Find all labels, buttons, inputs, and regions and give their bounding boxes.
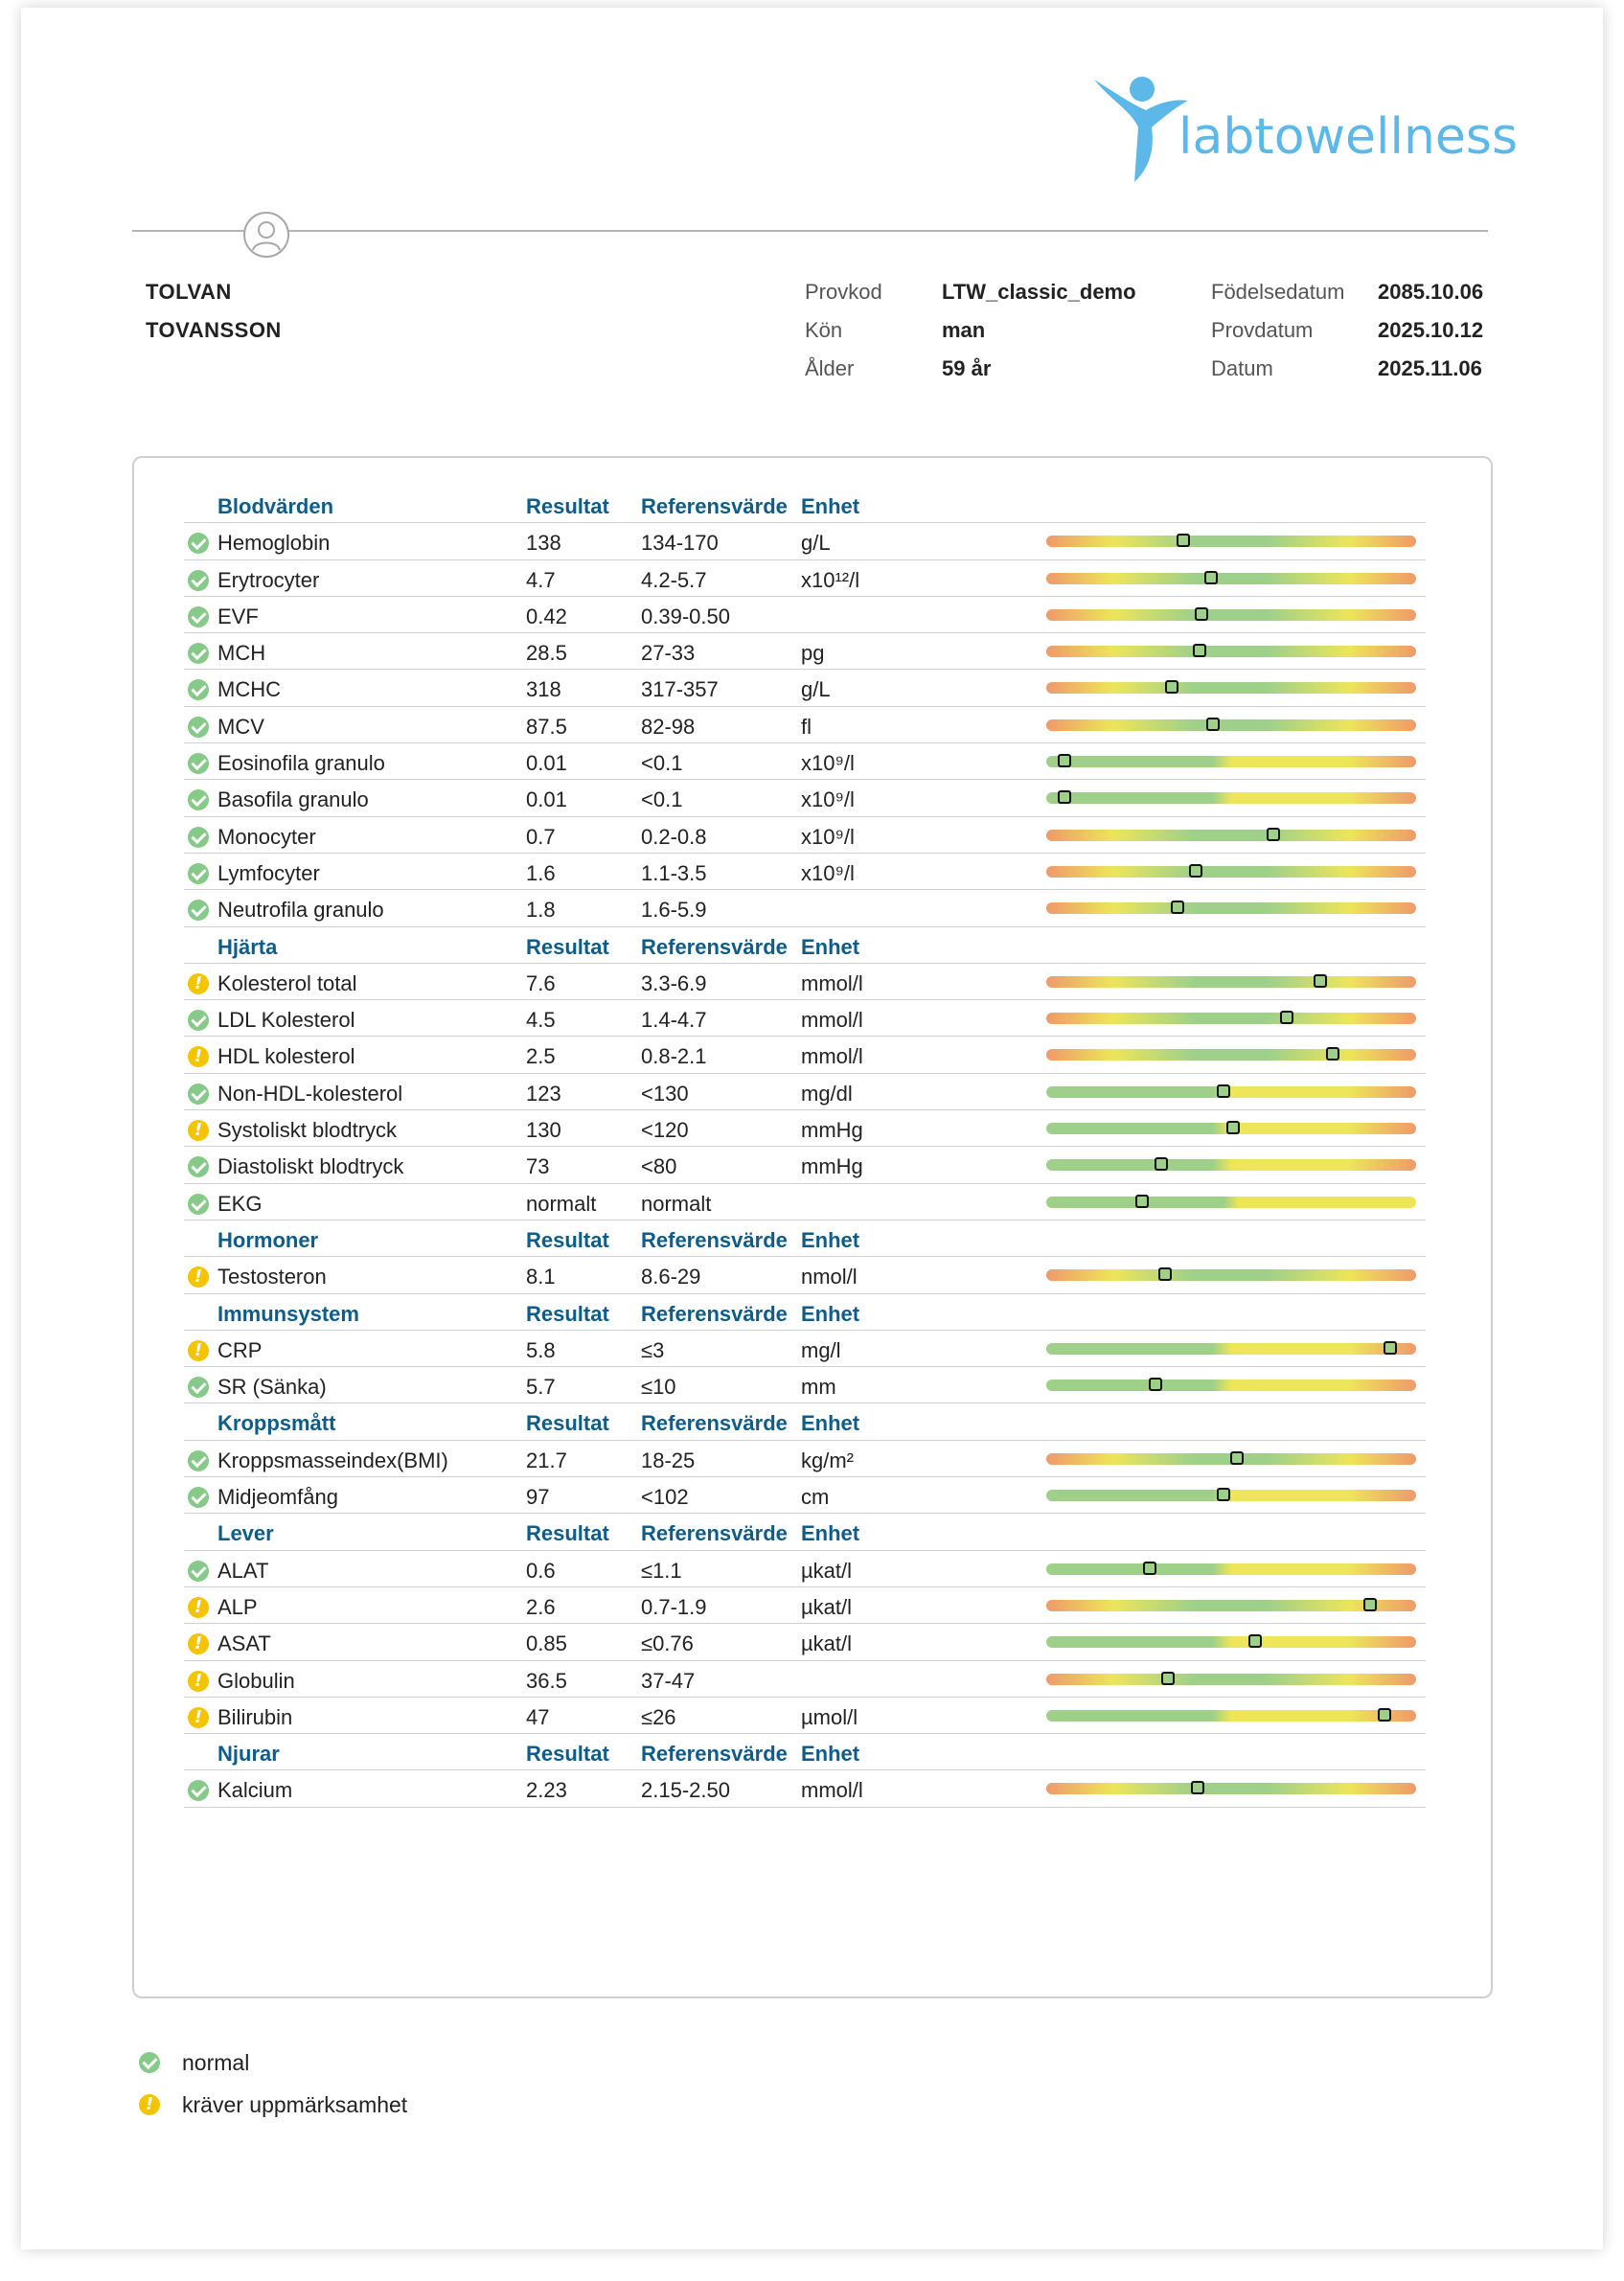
- range-bar: [1046, 1159, 1416, 1171]
- result-row: [184, 1698, 1426, 1734]
- cell-unit: nmol/l: [801, 1265, 858, 1289]
- cell-res: 21.7: [526, 1448, 567, 1472]
- cell-res: 2.6: [526, 1594, 556, 1619]
- result-row: [184, 560, 1426, 597]
- range-marker: [1155, 1157, 1168, 1171]
- cell-unit: x10⁹/l: [801, 860, 855, 885]
- cell-ref: 27-33: [641, 641, 696, 666]
- range-bar: [1046, 1269, 1416, 1281]
- range-marker: [1191, 1781, 1204, 1794]
- cell-name: Basofila granulo: [217, 787, 369, 812]
- cell-name: Erytrocyter: [217, 567, 320, 592]
- check-icon: [188, 863, 209, 884]
- check-icon: [188, 789, 209, 810]
- warning-icon: [188, 1671, 209, 1692]
- cell-unit: g/L: [801, 531, 831, 556]
- check-icon: [188, 1780, 209, 1801]
- cell-ref: 1.6-5.9: [641, 898, 707, 923]
- cell-unit: fl: [801, 714, 812, 739]
- range-bar: [1046, 682, 1416, 694]
- header-ref: Referensvärde: [641, 934, 788, 959]
- check-icon: [188, 1083, 209, 1105]
- check-icon: [188, 717, 209, 738]
- cell-res: 5.7: [526, 1375, 556, 1400]
- cell-unit: mmol/l: [801, 970, 863, 995]
- header-name: Lever: [217, 1521, 274, 1546]
- cell-ref: 317-357: [641, 677, 719, 702]
- result-row: [184, 817, 1426, 854]
- cell-ref: 0.7-1.9: [641, 1594, 707, 1619]
- cell-ref: ≤0.76: [641, 1631, 694, 1656]
- header-unit: Enhet: [801, 1742, 860, 1767]
- header-ref: Referensvärde: [641, 1742, 788, 1767]
- cell-res: 36.5: [526, 1668, 567, 1693]
- cell-unit: pg: [801, 641, 825, 666]
- info-label-alder: Ålder: [805, 356, 855, 380]
- section-header: [184, 1734, 1426, 1770]
- range-bar: [1046, 756, 1416, 767]
- range-marker: [1058, 790, 1071, 804]
- cell-name: Neutrofila granulo: [217, 898, 384, 923]
- cell-ref: <0.1: [641, 751, 683, 776]
- result-row: [184, 707, 1426, 743]
- cell-ref: ≤10: [641, 1375, 676, 1400]
- cell-name: Eosinofila granulo: [217, 751, 385, 776]
- cell-unit: mmHg: [801, 1154, 863, 1179]
- check-icon: [188, 827, 209, 848]
- header-ref: Referensvärde: [641, 1227, 788, 1252]
- range-marker: [1189, 864, 1202, 878]
- cell-ref: ≤3: [641, 1337, 665, 1362]
- cell-unit: mmol/l: [801, 1008, 863, 1033]
- cell-unit: µkat/l: [801, 1631, 853, 1656]
- cell-unit: kg/m²: [801, 1448, 854, 1472]
- cell-unit: mmol/l: [801, 1778, 863, 1803]
- result-row: [184, 1000, 1426, 1037]
- legend-normal-text: normal: [182, 2050, 250, 2075]
- range-bar: [1046, 646, 1416, 657]
- result-row: [184, 1257, 1426, 1293]
- cell-name: Kalcium: [217, 1778, 293, 1803]
- range-marker: [1384, 1341, 1397, 1355]
- range-marker: [1280, 1011, 1293, 1024]
- result-row: [184, 1037, 1426, 1073]
- check-icon: [188, 1450, 209, 1471]
- check-icon: [139, 2052, 160, 2073]
- check-icon: [188, 1010, 209, 1031]
- header-unit: Enhet: [801, 1521, 860, 1546]
- cell-res: 2.5: [526, 1044, 556, 1069]
- cell-res: 8.1: [526, 1265, 556, 1289]
- range-marker: [1177, 534, 1190, 547]
- warning-icon: [188, 1597, 209, 1618]
- info-value-datum: 2025.11.06: [1378, 356, 1482, 380]
- cell-ref: normalt: [641, 1191, 712, 1216]
- patient-first-name: TOLVAN: [146, 280, 232, 304]
- cell-unit: µkat/l: [801, 1594, 853, 1619]
- check-icon: [188, 1194, 209, 1215]
- cell-unit: x10⁹/l: [801, 751, 855, 776]
- range-marker: [1378, 1708, 1391, 1722]
- cell-res: 0.01: [526, 787, 567, 812]
- range-bar: [1046, 1783, 1416, 1794]
- range-bar: [1046, 1674, 1416, 1685]
- range-marker: [1135, 1195, 1149, 1208]
- cell-ref: 0.2-0.8: [641, 824, 707, 849]
- results-table: [184, 487, 1426, 1808]
- cell-name: CRP: [217, 1337, 263, 1362]
- cell-name: ALP: [217, 1594, 258, 1619]
- header-res: Resultat: [526, 1411, 609, 1436]
- range-marker: [1363, 1598, 1377, 1611]
- check-icon: [188, 679, 209, 700]
- range-marker: [1161, 1672, 1175, 1685]
- check-icon: [188, 570, 209, 591]
- check-icon: [188, 1487, 209, 1508]
- range-marker: [1230, 1451, 1244, 1465]
- info-label-fodelsedatum: Födelsedatum: [1211, 280, 1345, 304]
- cell-res: 130: [526, 1118, 561, 1143]
- cell-res: 1.6: [526, 860, 556, 885]
- check-icon: [188, 1377, 209, 1398]
- cell-res: 5.8: [526, 1337, 556, 1362]
- range-marker: [1226, 1121, 1240, 1134]
- header-ref: Referensvärde: [641, 1301, 788, 1326]
- cell-res: 4.7: [526, 567, 556, 592]
- range-bar: [1046, 902, 1416, 914]
- range-bar: [1046, 1636, 1416, 1648]
- result-row: [184, 633, 1426, 670]
- range-bar: [1046, 1013, 1416, 1024]
- result-row: [184, 523, 1426, 559]
- header-ref: Referensvärde: [641, 1521, 788, 1546]
- cell-name: Kolesterol total: [217, 970, 357, 995]
- cell-name: EVF: [217, 604, 259, 628]
- range-bar: [1046, 719, 1416, 731]
- cell-ref: 18-25: [641, 1448, 696, 1472]
- result-row: [184, 1587, 1426, 1624]
- header-ref: Referensvärde: [641, 494, 788, 518]
- cell-unit: mmHg: [801, 1118, 863, 1143]
- range-bar: [1046, 609, 1416, 621]
- warning-icon: [188, 1707, 209, 1728]
- cell-ref: 0.39-0.50: [641, 604, 730, 628]
- warning-icon: [139, 2094, 160, 2115]
- range-marker: [1193, 644, 1206, 657]
- header-name: Njurar: [217, 1742, 280, 1767]
- cell-res: 97: [526, 1485, 550, 1510]
- section-header: [184, 1514, 1426, 1550]
- cell-name: SR (Sänka): [217, 1375, 327, 1400]
- cell-ref: 37-47: [641, 1668, 696, 1693]
- warning-icon: [188, 1340, 209, 1361]
- cell-ref: <80: [641, 1154, 677, 1179]
- cell-res: 28.5: [526, 641, 567, 666]
- info-value-alder: 59 år: [942, 356, 992, 380]
- cell-unit: g/L: [801, 677, 831, 702]
- range-bar: [1046, 1453, 1416, 1465]
- range-bar: [1046, 830, 1416, 841]
- cell-unit: µmol/l: [801, 1704, 858, 1729]
- header-res: Resultat: [526, 934, 609, 959]
- header-unit: Enhet: [801, 494, 860, 518]
- cell-res: 123: [526, 1081, 561, 1106]
- cell-name: MCH: [217, 641, 266, 666]
- cell-ref: <130: [641, 1081, 689, 1106]
- result-row: [184, 1074, 1426, 1110]
- check-icon: [188, 1561, 209, 1582]
- range-marker: [1314, 974, 1327, 988]
- header-name: Kroppsmått: [217, 1411, 336, 1436]
- cell-name: Monocyter: [217, 824, 316, 849]
- cell-name: Midjeomfång: [217, 1485, 338, 1510]
- result-row: [184, 1110, 1426, 1147]
- cell-ref: 1.1-3.5: [641, 860, 707, 885]
- range-bar: [1046, 792, 1416, 804]
- cell-name: Bilirubin: [217, 1704, 293, 1729]
- warning-icon: [188, 1633, 209, 1654]
- check-icon: [188, 643, 209, 664]
- cell-res: 138: [526, 531, 561, 556]
- cell-name: ASAT: [217, 1631, 271, 1656]
- range-marker: [1195, 607, 1208, 621]
- result-row: [184, 1551, 1426, 1587]
- avatar-glyph: [245, 214, 287, 256]
- check-icon: [188, 606, 209, 627]
- cell-name: HDL kolesterol: [217, 1044, 355, 1069]
- cell-ref: ≤26: [641, 1704, 676, 1729]
- cell-name: Globulin: [217, 1668, 295, 1693]
- warning-icon: [188, 973, 209, 994]
- result-row: [184, 854, 1426, 890]
- cell-name: Diastoliskt blodtryck: [217, 1154, 404, 1179]
- range-marker: [1248, 1634, 1262, 1648]
- range-bar: [1046, 1343, 1416, 1355]
- range-marker: [1143, 1562, 1156, 1575]
- header-unit: Enhet: [801, 1301, 860, 1326]
- cell-res: 0.01: [526, 751, 567, 776]
- cell-name: MCV: [217, 714, 264, 739]
- cell-res: 0.85: [526, 1631, 567, 1656]
- range-marker: [1267, 828, 1280, 841]
- info-label-datum: Datum: [1211, 356, 1273, 380]
- header-res: Resultat: [526, 1227, 609, 1252]
- range-bar: [1046, 866, 1416, 878]
- logo: [1092, 72, 1519, 187]
- cell-name: Testosteron: [217, 1265, 327, 1289]
- range-bar: [1046, 536, 1416, 547]
- cell-unit: cm: [801, 1485, 830, 1510]
- header-name: Hjärta: [217, 934, 278, 959]
- cell-ref: 4.2-5.7: [641, 567, 707, 592]
- range-marker: [1058, 754, 1071, 767]
- result-row: [184, 743, 1426, 780]
- cell-ref: 82-98: [641, 714, 696, 739]
- range-bar: [1046, 1490, 1416, 1501]
- cell-name: LDL Kolesterol: [217, 1008, 355, 1033]
- result-row: [184, 964, 1426, 1000]
- logo-text: labtowellness: [1178, 108, 1519, 166]
- check-icon: [188, 533, 209, 554]
- range-marker: [1206, 718, 1220, 731]
- range-marker: [1149, 1378, 1162, 1391]
- cell-ref: 8.6-29: [641, 1265, 701, 1289]
- cell-name: Lymfocyter: [217, 860, 320, 885]
- check-icon: [188, 753, 209, 774]
- cell-ref: <120: [641, 1118, 689, 1143]
- cell-unit: mg/dl: [801, 1081, 853, 1106]
- cell-name: Systoliskt blodtryck: [217, 1118, 398, 1143]
- info-label-provdatum: Provdatum: [1211, 318, 1314, 342]
- header-unit: Enhet: [801, 1411, 860, 1436]
- section-header: [184, 927, 1426, 964]
- header-ref: Referensvärde: [641, 1411, 788, 1436]
- cell-name: MCHC: [217, 677, 281, 702]
- cell-unit: x10¹²/l: [801, 567, 860, 592]
- cell-res: 0.42: [526, 604, 567, 628]
- warning-icon: [188, 1266, 209, 1288]
- range-bar: [1046, 1380, 1416, 1391]
- result-row: [184, 1184, 1426, 1220]
- cell-res: 0.7: [526, 824, 556, 849]
- result-row: [184, 1441, 1426, 1477]
- header-res: Resultat: [526, 1521, 609, 1546]
- range-bar: [1046, 573, 1416, 584]
- cell-name: Non-HDL-kolesterol: [217, 1081, 403, 1106]
- header-unit: Enhet: [801, 934, 860, 959]
- header-unit: Enhet: [801, 1227, 860, 1252]
- result-row: [184, 780, 1426, 816]
- cell-res: 47: [526, 1704, 550, 1729]
- range-marker: [1204, 571, 1218, 584]
- result-row: [184, 597, 1426, 633]
- cell-res: 7.6: [526, 970, 556, 995]
- cell-unit: mm: [801, 1375, 836, 1400]
- cell-unit: mg/l: [801, 1337, 841, 1362]
- result-row: [184, 670, 1426, 706]
- range-bar: [1046, 1600, 1416, 1611]
- cell-name: ALAT: [217, 1558, 269, 1583]
- range-marker: [1217, 1488, 1230, 1501]
- result-row: [184, 1770, 1426, 1807]
- header-res: Resultat: [526, 1301, 609, 1326]
- cell-ref: 0.8-2.1: [641, 1044, 707, 1069]
- header-name: Hormoner: [217, 1227, 319, 1252]
- info-label-provkod: Provkod: [805, 280, 882, 304]
- cell-unit: x10⁹/l: [801, 787, 855, 812]
- cell-res: 2.23: [526, 1778, 567, 1803]
- cell-name: Hemoglobin: [217, 531, 331, 556]
- range-bar: [1046, 1710, 1416, 1722]
- result-row: [184, 1624, 1426, 1660]
- cell-res: 73: [526, 1154, 550, 1179]
- cell-ref: <102: [641, 1485, 689, 1510]
- range-bar: [1046, 976, 1416, 988]
- cell-res: 318: [526, 677, 561, 702]
- info-value-fodelsedatum: 2085.10.06: [1378, 280, 1484, 304]
- info-value-provkod: LTW_classic_demo: [942, 280, 1136, 304]
- warning-icon: [188, 1120, 209, 1141]
- range-marker: [1217, 1084, 1230, 1098]
- range-bar: [1046, 1563, 1416, 1575]
- range-bar: [1046, 1086, 1416, 1098]
- patient-last-name: TOVANSSON: [146, 318, 282, 342]
- range-bar: [1046, 1123, 1416, 1134]
- cell-ref: 1.4-4.7: [641, 1008, 707, 1033]
- info-value-provdatum: 2025.10.12: [1378, 318, 1484, 342]
- result-row: [184, 1367, 1426, 1403]
- range-marker: [1171, 901, 1184, 914]
- result-row: [184, 1661, 1426, 1698]
- legend-attention-text: kräver uppmärksamhet: [182, 2092, 408, 2117]
- check-icon: [188, 1156, 209, 1177]
- cell-res: 87.5: [526, 714, 567, 739]
- range-marker: [1158, 1267, 1172, 1281]
- header-res: Resultat: [526, 494, 609, 518]
- section-header: [184, 1220, 1426, 1257]
- cell-ref: ≤1.1: [641, 1558, 682, 1583]
- section-header: [184, 487, 1426, 523]
- check-icon: [188, 900, 209, 921]
- info-label-kon: Kön: [805, 318, 843, 342]
- cell-ref: 3.3-6.9: [641, 970, 707, 995]
- result-row: [184, 1477, 1426, 1514]
- cell-res: 0.6: [526, 1558, 556, 1583]
- header-name: Blodvärden: [217, 494, 334, 518]
- info-value-kon: man: [942, 318, 986, 342]
- cell-res: 1.8: [526, 898, 556, 923]
- section-header: [184, 1294, 1426, 1331]
- warning-icon: [188, 1046, 209, 1067]
- header-res: Resultat: [526, 1742, 609, 1767]
- cell-unit: mmol/l: [801, 1044, 863, 1069]
- cell-res: normalt: [526, 1191, 597, 1216]
- section-header: [184, 1403, 1426, 1440]
- range-marker: [1326, 1047, 1339, 1061]
- result-row: [184, 1331, 1426, 1367]
- header-name: Immunsystem: [217, 1301, 359, 1326]
- logo-figure-icon: [1092, 72, 1188, 187]
- cell-ref: <0.1: [641, 787, 683, 812]
- user-icon: [243, 212, 289, 258]
- cell-res: 4.5: [526, 1008, 556, 1033]
- result-row: [184, 890, 1426, 926]
- cell-ref: 2.15-2.50: [641, 1778, 730, 1803]
- range-bar: [1046, 1197, 1416, 1208]
- header-divider: [132, 230, 1488, 232]
- result-row: [184, 1147, 1426, 1183]
- range-bar: [1046, 1049, 1416, 1061]
- cell-unit: x10⁹/l: [801, 824, 855, 849]
- range-marker: [1165, 680, 1178, 694]
- cell-name: EKG: [217, 1191, 263, 1216]
- cell-unit: µkat/l: [801, 1558, 853, 1583]
- cell-name: Kroppsmasseindex(BMI): [217, 1448, 448, 1472]
- cell-ref: 134-170: [641, 531, 719, 556]
